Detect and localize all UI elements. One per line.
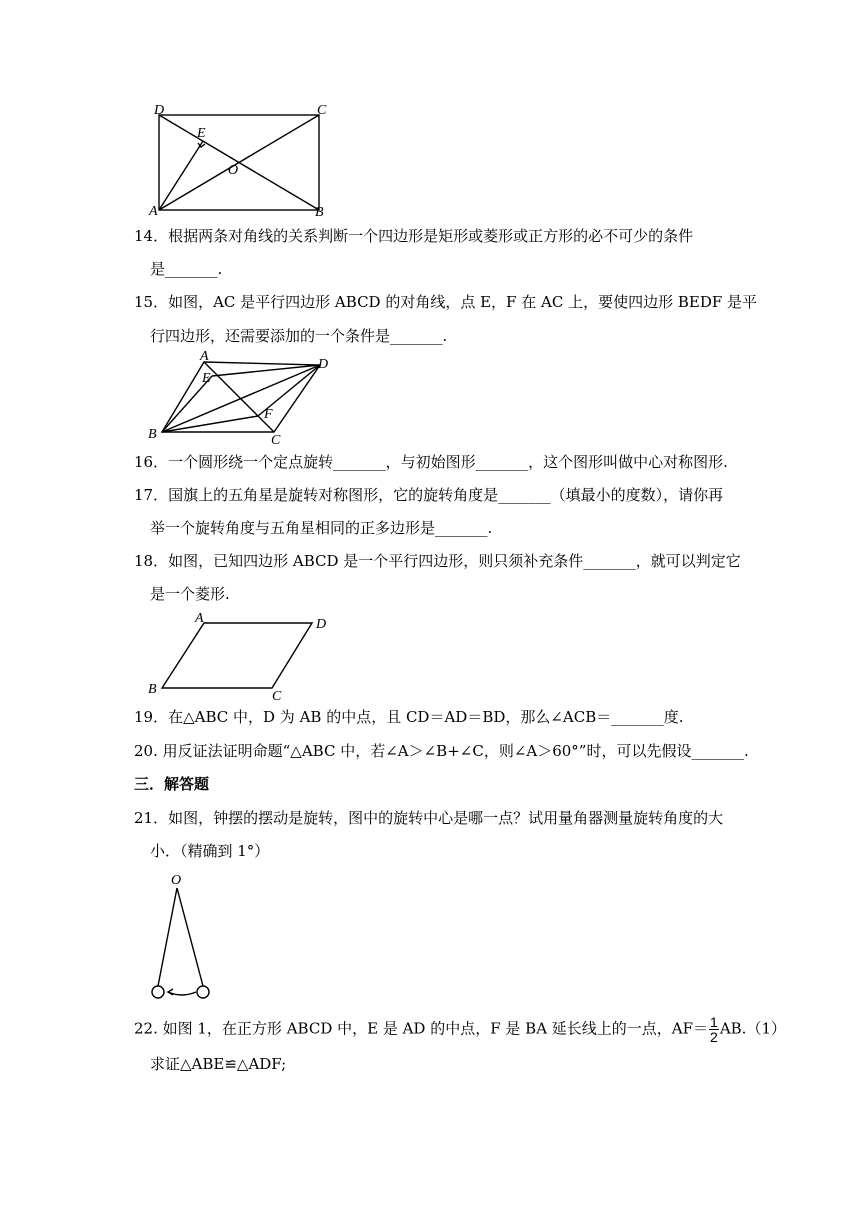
fraction-one-half bbox=[709, 1015, 719, 1044]
question-20: 20. 用反证法证明命题“△ABC 中，若∠A＞∠B+∠C，则∠A＞60°”时，可以先假设_______. bbox=[134, 742, 749, 760]
label-b: B bbox=[315, 205, 324, 220]
label-f: F bbox=[264, 407, 273, 422]
question-22-text-a: 22. 如图 1，在正方形 ABCD 中，E 是 AD 的中点，F 是 BA 延长线上的一点，AF＝ bbox=[134, 1019, 709, 1038]
label-a: A bbox=[200, 349, 209, 364]
question-19: 19．在△ABC 中，D 为 AB 的中点，且 CD＝AD＝BD，那么∠ACB＝_______度. bbox=[134, 708, 684, 726]
label-b: B bbox=[148, 427, 157, 442]
parallelogram-ef-figure bbox=[140, 348, 340, 448]
label-o: O bbox=[171, 873, 182, 888]
label-c: C bbox=[317, 103, 327, 118]
question-21-line2: 小．（精确到 1°） bbox=[150, 842, 270, 860]
question-22-text-b: AB.（1） bbox=[719, 1019, 786, 1038]
question-14-line2: 是_______. bbox=[150, 260, 223, 278]
question-17-line2: 举一个旋转角度与五角星相同的正多边形是_______. bbox=[150, 519, 493, 537]
label-o: O bbox=[228, 163, 239, 178]
question-18-line1: 18．如图，已知四边形 ABCD 是一个平行四边形，则只须补充条件_______，就可以判定它 bbox=[134, 552, 741, 570]
pendulum-figure bbox=[140, 868, 230, 1004]
section-3-heading: 三．解答题 bbox=[134, 775, 210, 793]
label-d: D bbox=[316, 617, 327, 632]
question-14-line1: 14．根据两条对角线的关系判断一个四边形是矩形或菱形或正方形的必不可少的条件 bbox=[134, 227, 694, 245]
label-c: C bbox=[271, 433, 281, 448]
question-17-line1: 17．国旗上的五角星是旋转对称图形，它的旋转角度是_______（填最小的度数），请你再 bbox=[134, 486, 724, 504]
label-e: E bbox=[197, 126, 206, 141]
label-a: A bbox=[149, 204, 158, 219]
fraction-numerator: 1 bbox=[710, 1014, 718, 1030]
question-22-line2: 求证△ABE≌△ADF; bbox=[150, 1055, 287, 1073]
fraction-denominator: 2 bbox=[710, 1029, 718, 1045]
question-18-line2: 是一个菱形. bbox=[150, 585, 230, 603]
question-21-line1: 21．如图，钟摆的摆动是旋转，图中的旋转中心是哪一点？试用量角器测量旋转角度的大 bbox=[134, 809, 724, 827]
label-e: E bbox=[202, 371, 211, 386]
question-22-line1 bbox=[134, 1015, 786, 1044]
question-15-line2: 行四边形，还需要添加的一个条件是_______. bbox=[150, 327, 448, 345]
label-d: D bbox=[318, 357, 329, 372]
question-16: 16．一个圆形绕一个定点旋转_______，与初始图形_______，这个图形叫做中心对称图形. bbox=[134, 453, 728, 471]
label-b: B bbox=[148, 682, 157, 697]
rectangle-figure bbox=[140, 98, 340, 220]
label-a: A bbox=[195, 611, 204, 626]
question-15-line1: 15．如图，AC 是平行四边形 ABCD 的对角线，点 E，F 在 AC 上，要使四边形 BEDF 是平 bbox=[134, 293, 758, 311]
parallelogram-figure bbox=[140, 606, 340, 704]
label-c: C bbox=[272, 689, 282, 704]
label-d: D bbox=[154, 103, 165, 118]
